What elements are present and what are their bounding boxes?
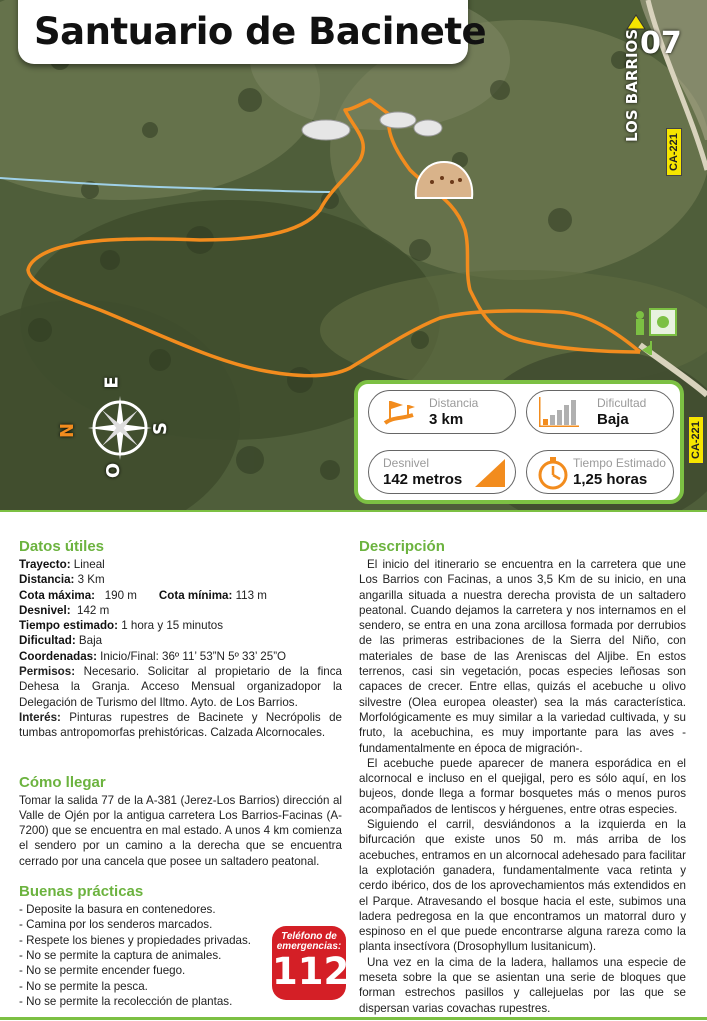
datos-distancia: Distancia: 3 Km [19, 573, 105, 587]
right-column [359, 538, 686, 1016]
slope-icon [473, 457, 507, 489]
practice-item: - No se permite la recolección de plantas. [19, 994, 233, 1008]
compass-north: N [57, 422, 79, 439]
practice-item: - Respete los bienes y propiedades privadas. [19, 933, 252, 947]
practice-item: - No se permite la captura de animales. [19, 948, 222, 962]
compass-east: E [101, 376, 123, 389]
datos-heading: Datos útiles [19, 538, 105, 555]
rock-shelter-icon [298, 108, 448, 148]
page-title: Santuario de Bacinete [34, 10, 487, 53]
datos-coordenadas: Coordenadas: Inicio/Final: 36º 11’ 53”N 5º 33’ 25”O [19, 649, 287, 663]
stopwatch-icon [535, 455, 571, 491]
descripcion-paragraph: El acebuche puede aparecer de manera esporádica en el alcornocal e incluso en el quejigal, pero es sólo aquí, en los bujeos, donde llega a formar bosquetes más o menos puros acompañados de lentiscos y hérguenes, entre otras especies. [359, 756, 686, 816]
bottom-divider [0, 1017, 707, 1020]
stat-difficulty-label: Dificultad [597, 396, 647, 410]
stats-panel [354, 380, 684, 504]
road-label-los-barrios: LOS BARRIOS [623, 28, 641, 142]
stat-difficulty [526, 390, 674, 434]
datos-interes: Interés: Pinturas rupestres de Bacinete y Necrópolis de tumbas antropomorfas prehistóricas. Calzada Alcornocales. [19, 710, 342, 740]
emergency-label: Teléfono de emergencias: [276, 931, 342, 952]
cave-painting-icon [412, 158, 476, 204]
emergency-number: 112 [272, 950, 350, 993]
divider [0, 510, 707, 512]
stat-elevation [368, 450, 516, 494]
emergency-phone-badge [272, 926, 350, 1000]
practice-item: - Deposite la basura en contenedores. [19, 903, 216, 917]
difficulty-bars-icon [537, 395, 581, 429]
stat-distance-value: 3 km [429, 411, 464, 428]
descripcion-paragraph: El inicio del itinerario se encuentra en la carretera que une Los Barrios con Facinas, a unos 3,5 Km de su inicio, en una angarilla situada a nuestra derecha provista de un saltadero peatonal. Cuando dejamos la carretera y nos internamos en el sendero, se entra en una zona arcillosa formada por derrubios de las primeras estribaciones de la Sierra del Niño, con materiales de base de las Areniscas del Aljibe. En estos terrenos, casi sin vegetación, pocas especies leñosas son capaces de crecer. Entre ellas, quizás el acebuche u olivo silvestre (Olea europea oleaster) sea la más característica. Morfológicamente es muy similar a la variedad cultivada, y su fruto, la acebuchina, es muy importante para las aves -fundamentalmente en época de migración-. [359, 558, 686, 755]
stat-elevation-value: 142 metros [383, 471, 463, 488]
descripcion-heading: Descripción [359, 538, 445, 555]
stat-elevation-label: Desnivel [383, 456, 430, 470]
datos-cotas: Cota máxima: 190 m Cota mínima: 113 m [19, 588, 267, 602]
practice-item: - Camina por los senderos marcados. [19, 918, 213, 932]
stat-time-label: Tiempo Estimado [573, 456, 666, 470]
datos-tiempo: Tiempo estimado: 1 hora y 15 minutos [19, 619, 224, 633]
distance-flag-icon [381, 397, 417, 427]
start-point-icon [630, 305, 680, 355]
compass-west: O [103, 462, 125, 479]
practice-item: - No se permite encender fuego. [19, 964, 186, 978]
como-llegar-text: Tomar la salida 77 de la A-381 (Jerez-Los Barrios) dirección al Valle de Ojén por la antigua carretera Los Barrios-Facinas (A-7200) que se encuentra en mal estado. A unos 4 km comienza el sendero por un camino a la derecha que se encuentra cerrado por una cancela que posee un saltadero peatonal. [19, 793, 342, 868]
descripcion-paragraph: Una vez en la cima de la ladera, hallamos una especie de meseta sobre la que se asientan una serie de bloques que forman estrechos pasillos y callejuelas por las que se dispersan varias covachas rupestres. [359, 955, 686, 1015]
stat-time [526, 450, 674, 494]
datos-dificultad: Dificultad: Baja [19, 634, 103, 648]
route-number: 07 [640, 26, 682, 61]
compass-south: S [149, 422, 171, 435]
stat-distance [368, 390, 516, 434]
como-llegar-heading: Cómo llegar [19, 773, 106, 791]
stat-difficulty-value: Baja [597, 411, 629, 428]
stat-distance-label: Distancia [429, 396, 479, 410]
buenas-practicas-heading: Buenas prácticas [19, 883, 144, 901]
descripcion-paragraph: Siguiendo el carril, desviándonos a la izquierda en la bifurcación que existe unos 50 m. más arriba de los acebuches, entramos en un alcornocal adehesado para facilitar la explotación ganadera, fundamentalmente vaca retinta y cerdo ibérico, dos de los aprovechamientos más extendidos en el Parque. Atravesando el bosque hacia el este, subimos una ladera pedregosa en la que encontramos un matorral duro y espinoso en el que puede encontrarse alguna rareza como la planta insectívora (Drosophyllum lusitanicum). [359, 818, 686, 954]
stat-time-value: 1,25 horas [573, 471, 648, 488]
road-badge-ca221-top: CA-221 [666, 128, 682, 176]
datos-permisos: Permisos: Necesario. Solicitar al propietario de la finca Dehesa la Granja. Acceso Mensual organizadopor la Delegación de Turismo del Iltmo. Ayto. de Los Barrios. [19, 665, 342, 709]
datos-trayecto: Trayecto: Lineal [19, 558, 105, 571]
practice-item: - No se permite la pesca. [19, 979, 148, 993]
datos-desnivel: Desnivel: 142 m [19, 603, 110, 617]
title-box [18, 0, 487, 64]
route-map [0, 0, 707, 510]
road-badge-ca221-bottom: CA-221 [688, 416, 704, 464]
